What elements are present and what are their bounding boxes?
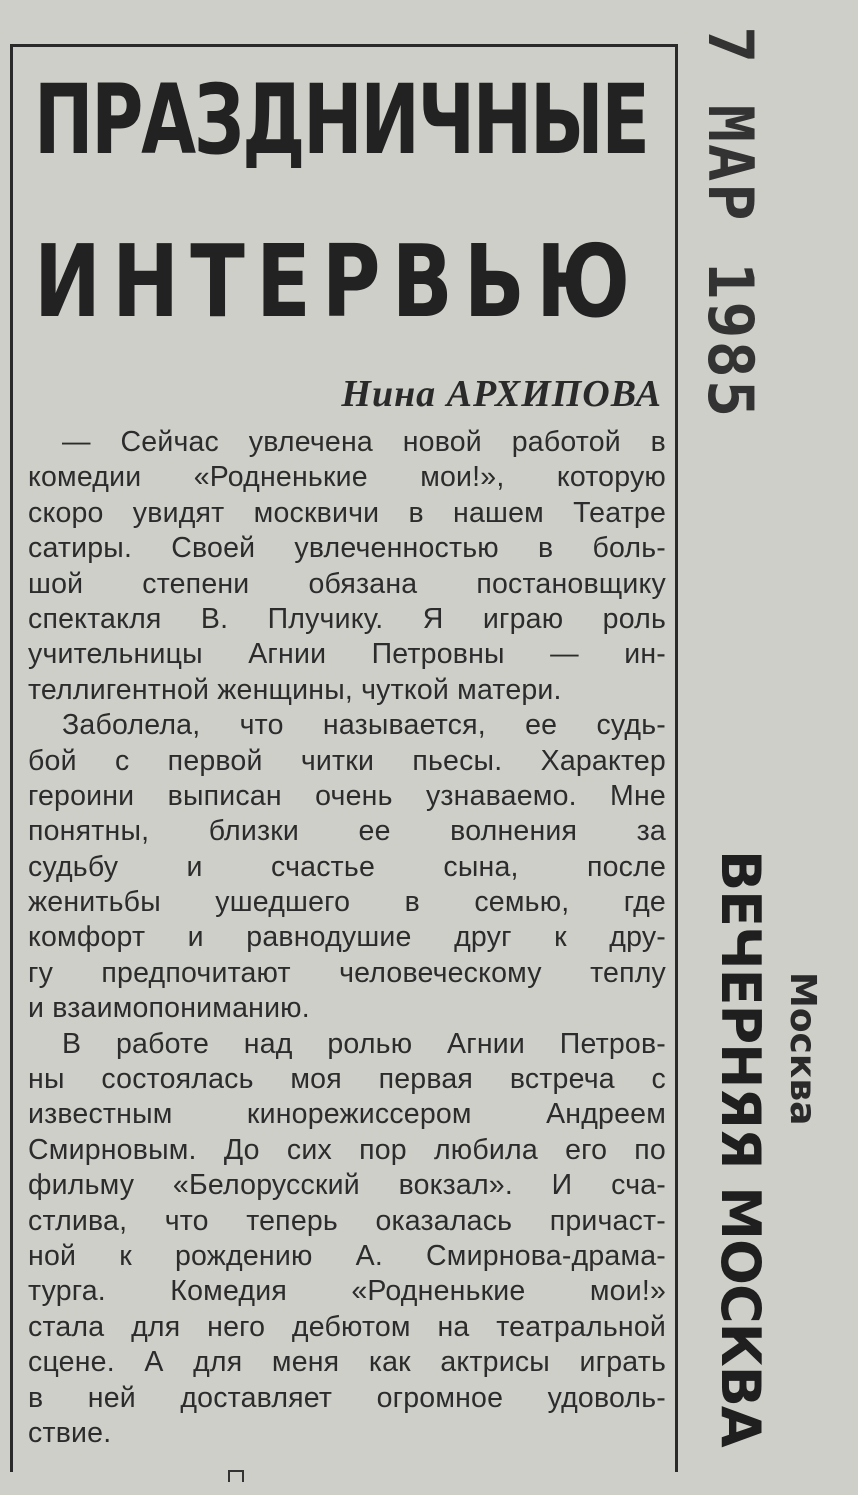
article-line: В работе над ролью Агнии Петров- (62, 1027, 666, 1060)
article-line: учительницы Агнии Петровны — ин- (28, 638, 666, 671)
headline-line-1: ПРАЗДНИЧНЫЕ (34, 64, 648, 176)
article-line: комедии «Родненькие мои!», которую (28, 461, 666, 494)
article-line: турга. Комедия «Родненькие мои!» (28, 1275, 666, 1308)
date-stamp-text: 7 МАР 1985 (694, 26, 767, 420)
article-line: комфорт и равнодушие друг к дру- (28, 921, 666, 954)
article-line: гу предпочитают человеческому теплу (28, 956, 666, 989)
article-line: сцене. А для меня как актрисы играть (28, 1346, 666, 1379)
article-line: судьбу и счастье сына, после (28, 850, 666, 883)
article-body (28, 425, 666, 1451)
article-line: стала для него дебютом на театральной (28, 1310, 666, 1343)
article-line: шой степени обязана постановщику (28, 567, 666, 600)
article-line: стлива, что теперь оказалась причаст- (28, 1204, 666, 1237)
article-line: — Сейчас увлечена новой работой в (62, 426, 666, 458)
article-line: бой с первой читки пьесы. Характер (28, 744, 666, 777)
article-line: ной к рождению А. Смирнова-драма- (28, 1239, 666, 1272)
article-line: скоро увидят москвичи в нашем Театре (28, 496, 666, 529)
headline-line-2: ИНТЕРВЬЮ (34, 223, 642, 340)
article-line: спектакля В. Плучику. Я играю роль (28, 602, 666, 635)
article-line: Заболела, что называется, ее судь- (62, 709, 666, 742)
article-line: фильму «Белорусский вокзал». И сча- (28, 1169, 666, 1202)
newspaper-city: Москва (782, 972, 823, 1126)
article-line: понятны, близки ее волнения за (28, 815, 666, 848)
author-byline: Нина АРХИПОВА (341, 373, 662, 415)
article-line: Смирновым. До сих пор любила его по (28, 1133, 666, 1166)
article-line: ствие. (28, 1416, 112, 1449)
article-line: известным кинорежиссером Андреем (28, 1098, 666, 1131)
date-stamp (690, 26, 770, 420)
article-line: героини выписан очень узнаваемо. Мне (28, 779, 666, 812)
article-line: женитьбы ушедшего в семью, где (28, 886, 666, 919)
article-line: в ней доставляет огромное удоволь- (28, 1381, 666, 1414)
article-line: сатиры. Своей увлеченностью в боль- (28, 532, 666, 565)
article-line: теллигентной женщины, чуткой матери. (28, 673, 562, 706)
bottom-mark (228, 1470, 244, 1482)
article-line: ны состоялась моя первая встреча с (28, 1063, 666, 1096)
newspaper-stamp (709, 850, 826, 1447)
article-line: и взаимопониманию. (28, 992, 310, 1025)
newspaper-name: ВЕЧЕРНЯЯ МОСКВА (709, 850, 772, 1447)
